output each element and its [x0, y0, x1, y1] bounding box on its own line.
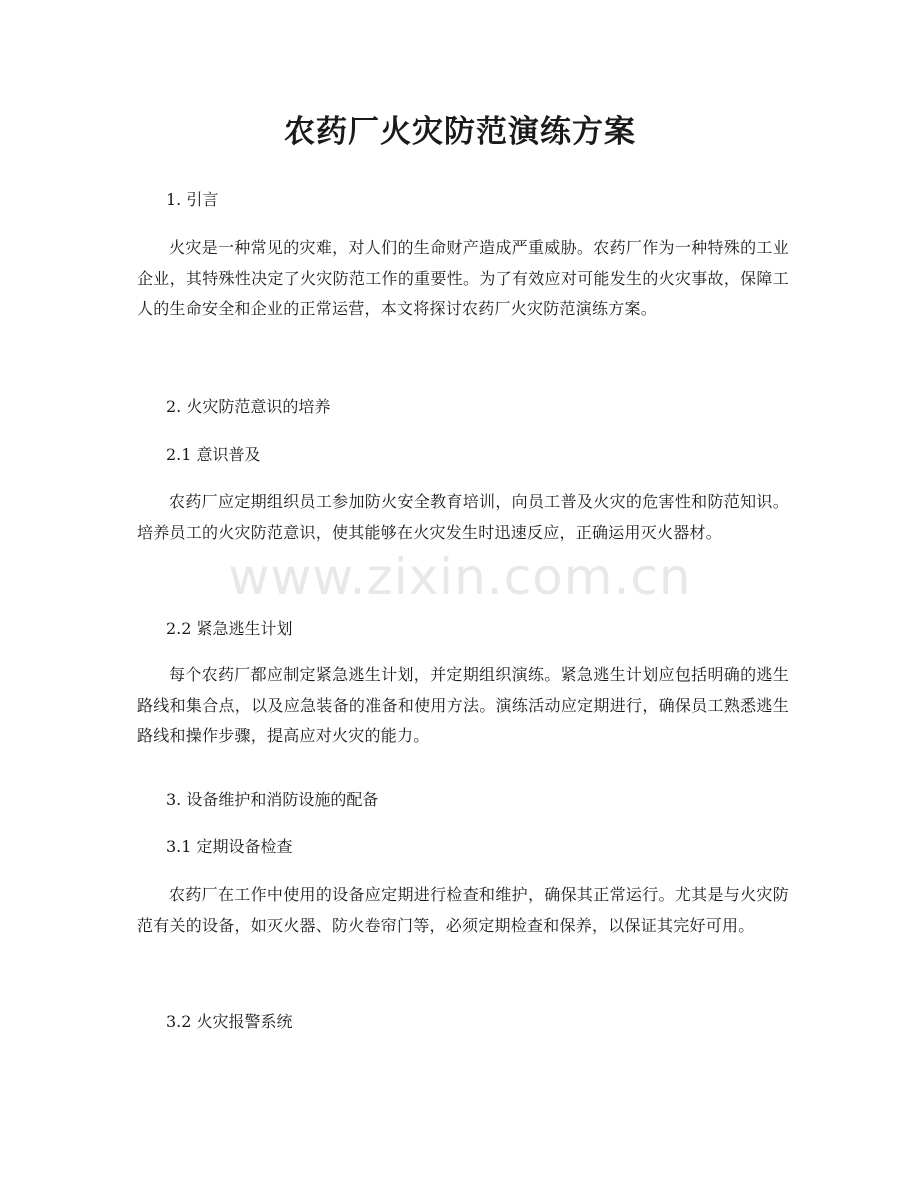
paragraph-awareness-popularization: 农药厂应定期组织员工参加防火安全教育培训，向员工普及火灾的危害性和防范知识。培养员工的火灾防范意识，使其能够在火灾发生时迅速反应，正确运用灭火器材。: [137, 492, 789, 542]
section-heading-awareness: 2. 火灾防范意识的培养: [166, 397, 331, 416]
section-heading-introduction: 1. 引言: [166, 190, 219, 209]
subsection-heading-evacuation-plan: 2.2 紧急逃生计划: [166, 619, 293, 638]
subsection-heading-awareness-popularization: 2.1 意识普及: [166, 445, 261, 464]
section-heading-equipment: 3. 设备维护和消防设施的配备: [166, 790, 379, 809]
paragraph-introduction: 火灾是一种常见的灾难，对人们的生命财产造成严重威胁。农药厂作为一种特殊的工业企业，其特殊性决定了火灾防范工作的重要性。为了有效应对可能发生的火灾事故，保障工人的生命安全和企业的正常运营，本文将探讨农药厂火灾防范演练方案。: [137, 238, 789, 318]
watermark: www.zixin.com.cn: [228, 548, 692, 606]
subsection-heading-fire-alarm: 3.2 火灾报警系统: [166, 1012, 293, 1031]
paragraph-equipment-inspection: 农药厂在工作中使用的设备应定期进行检查和维护，确保其正常运行。尤其是与火灾防范有关的设备，如灭火器、防火卷帘门等，必须定期检查和保养，以保证其完好可用。: [137, 885, 789, 935]
subsection-heading-equipment-inspection: 3.1 定期设备检查: [166, 837, 293, 856]
paragraph-evacuation-plan: 每个农药厂都应制定紧急逃生计划，并定期组织演练。紧急逃生计划应包括明确的逃生路线和集合点，以及应急装备的准备和使用方法。演练活动应定期进行，确保员工熟悉逃生路线和操作步骤，提高应对火灾的能力。: [137, 665, 789, 745]
document-title: 农药厂火灾防范演练方案: [284, 114, 636, 150]
